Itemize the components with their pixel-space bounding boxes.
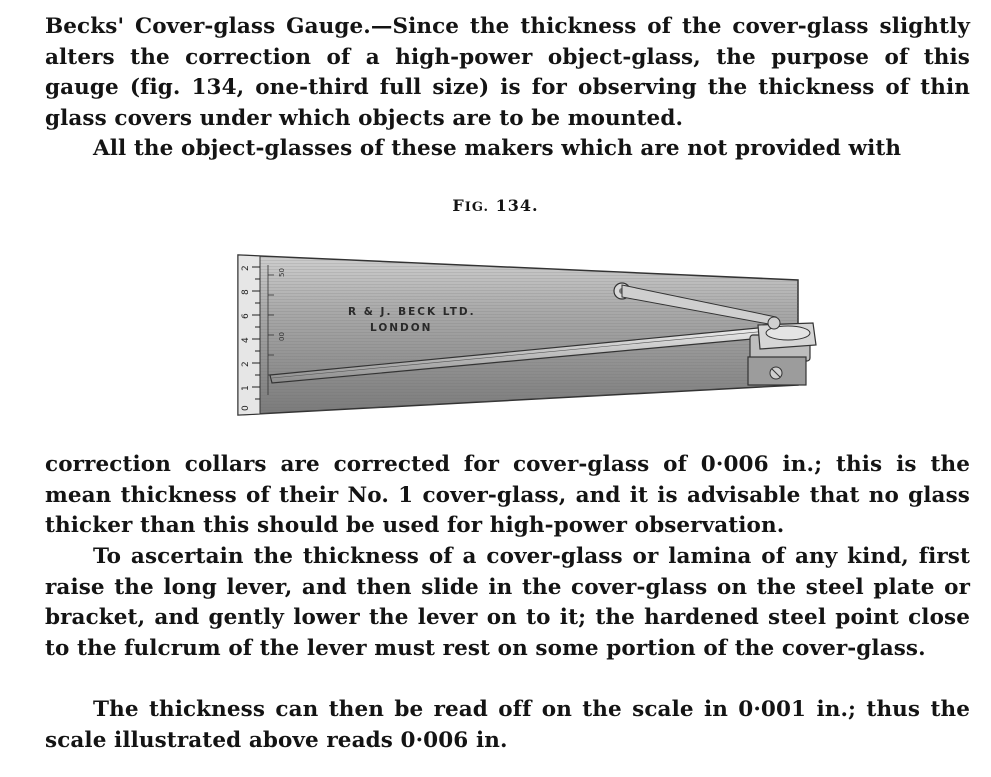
paragraph-intro (45, 12, 970, 134)
gauge-drawing (228, 245, 820, 425)
paragraph-correction-collars-text: correction collars are corrected for cover-glass of 0·006 in.; this is the mean thickness of their No. 1 cover-glass, and it is advisable that no glass thicker than this should be used for high-power observation. (45, 452, 970, 538)
svg-text:6: 6 (241, 313, 251, 319)
figure-caption-letter: F (452, 196, 465, 215)
gauge-illustration (228, 245, 820, 425)
svg-text:50: 50 (278, 268, 286, 277)
svg-text:8: 8 (241, 289, 251, 295)
svg-text:4: 4 (241, 337, 251, 343)
figure-caption-number: 134. (495, 196, 539, 215)
figure-caption (0, 196, 991, 215)
svg-text:2: 2 (241, 361, 251, 367)
maker-mark-line1: R & J. BECK LTD. (348, 306, 476, 318)
figure-caption-abbrev: IG. (464, 200, 490, 215)
paragraph-correction-collars (45, 450, 970, 542)
paragraph-procedure-text: To ascertain the thickness of a cover-glass or lamina of any kind, first raise the long lever, and then slide in the cover-glass on the steel plate or bracket, and gently lower the lever on to it; the hardened steel point close to the fulcrum of the lever must rest on some portion of the cover-glass. (45, 544, 970, 661)
svg-text:00: 00 (278, 332, 286, 341)
paragraph-reading (45, 695, 970, 756)
maker-mark-line2: LONDON (370, 322, 433, 334)
paragraph-intro-text: —Since the thickness of the cover-glass slightly alters the correction of a high-power object-glass, the purpose of this gauge (fig. 134, one-third full size) is for observing the thickness of thin glass covers under which objects are to be mounted. (45, 14, 970, 131)
paragraph-object-glasses (45, 134, 970, 165)
paragraph-procedure (45, 542, 970, 664)
svg-text:2: 2 (241, 265, 251, 271)
svg-text:0: 0 (241, 405, 251, 411)
svg-text:1: 1 (241, 385, 251, 391)
paragraph-reading-text: The thickness can then be read off on the scale in 0·001 in.; thus the scale illustrated above reads 0·006 in. (45, 697, 970, 753)
section-title: Becks' Cover-glass Gauge. (45, 14, 371, 39)
paragraph-object-glasses-text: All the object-glasses of these makers which are not provided with (93, 136, 902, 161)
